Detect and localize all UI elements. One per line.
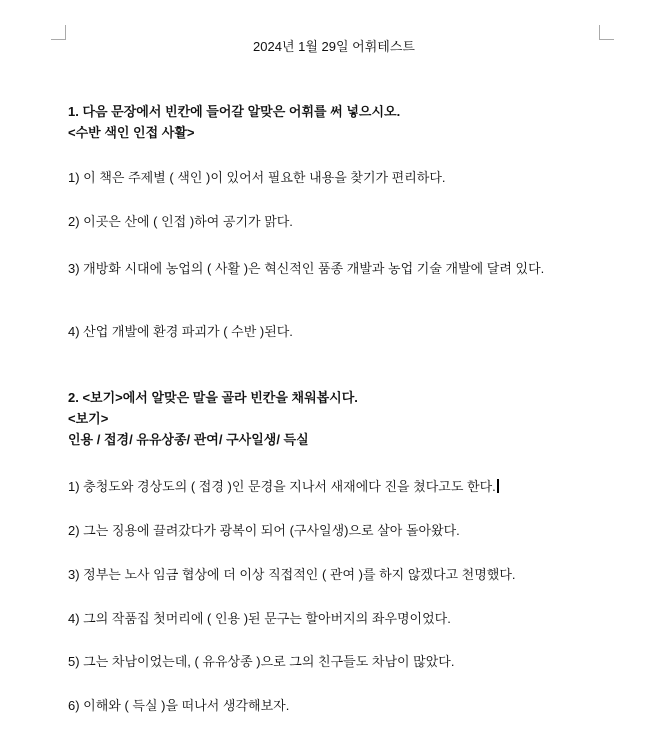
text-cursor: [497, 479, 499, 493]
section2-box-label: <보기>: [68, 411, 109, 426]
section1-item: 1) 이 책은 주제별 ( 색인 )이 있어서 필요한 내용을 찾기가 편리하다.: [68, 170, 446, 185]
section2-heading: 2. <보기>에서 알맞은 말을 골라 빈칸을 채워봅시다.: [68, 390, 358, 405]
section2-item: 3) 정부는 노사 임금 협상에 더 이상 직접적인 ( 관여 )를 하지 않겠다고 천명했다.: [68, 567, 516, 582]
section2-item: 6) 이해와 ( 득실 )을 떠나서 생각해보자.: [68, 698, 290, 713]
section2-item: 4) 그의 작품집 첫머리에 ( 인용 )된 문구는 할아버지의 좌우명이었다.: [68, 611, 451, 626]
section2-item-text: 1) 충청도와 경상도의 ( 접경 )인 문경을 지나서 새재에다 진을 쳤다고도 한다.: [68, 479, 496, 494]
section1-heading: 1. 다음 문장에서 빈칸에 들어갈 알맞은 어휘를 써 넣으시오.: [68, 104, 401, 119]
section1-item: 2) 이곳은 산에 ( 인접 )하여 공기가 맑다.: [68, 214, 293, 229]
section1-item: 4) 산업 개발에 환경 파괴가 ( 수반 )된다.: [68, 324, 293, 339]
section1-word-box: <수반 색인 인접 사활>: [68, 125, 195, 140]
section1-item: 3) 개방화 시대에 농업의 ( 사활 )은 혁신적인 품종 개발과 농업 기술 개발에 달려 있다.: [68, 261, 545, 276]
section2-item: 5) 그는 차남이었는데, ( 유유상종 )으로 그의 친구들도 차남이 많았다.: [68, 654, 455, 669]
document-title: 2024년 1월 29일 어휘테스트: [253, 39, 415, 54]
section2-word-list: 인용 / 접경/ 유유상종/ 관여/ 구사일생/ 득실: [68, 432, 309, 447]
section2-item: [68, 478, 499, 496]
section2-item: 2) 그는 징용에 끌려갔다가 광복이 되어 (구사일생)으로 살아 돌아왔다.: [68, 523, 460, 538]
